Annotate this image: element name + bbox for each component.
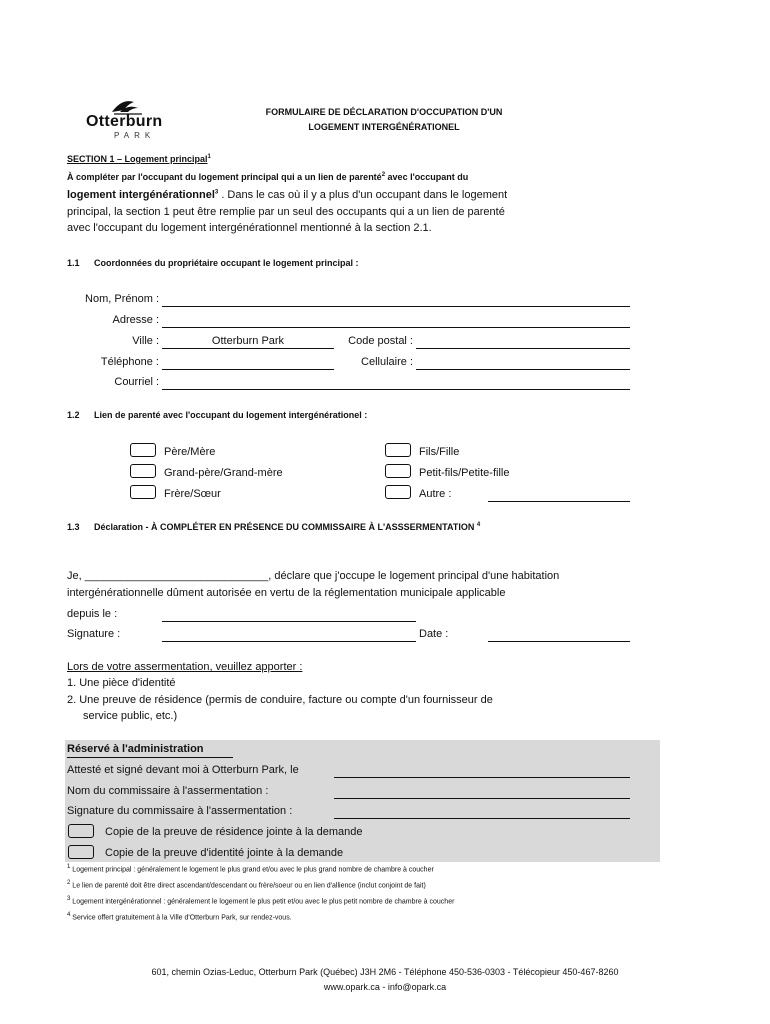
checkbox-preuve-identite[interactable]: [68, 845, 94, 859]
s13-title-text: Déclaration - À COMPLÉTER EN PRÉSENCE DU COMMISSAIRE À L'ASSSERMENTATION: [94, 522, 475, 532]
code-postal-field[interactable]: [416, 348, 630, 349]
checkbox-autre[interactable]: [385, 485, 411, 499]
footnote-text: Logement principal : généralement le logement le plus grand et/ou avec le plus grand nombre de chambre à coucher: [72, 866, 434, 874]
s13-title: [94, 522, 480, 532]
footnote-3: [67, 896, 454, 905]
section1-heading-text: SECTION 1 – Logement principal: [67, 154, 208, 164]
admin-check2: Copie de la preuve d'identité jointe à la demande: [105, 847, 344, 859]
option-grand-parent: Grand-père/Grand-mère: [164, 467, 283, 479]
admin-heading: Réservé à l'administration: [67, 743, 204, 755]
footnote-number: 3: [67, 896, 71, 902]
nom-field[interactable]: [162, 306, 630, 307]
depuis-field[interactable]: [162, 621, 416, 622]
footnote-2: [67, 880, 426, 889]
option-fils-fille: Fils/Fille: [419, 446, 460, 458]
bring-item1: 1. Une pièce d'identité: [67, 677, 176, 689]
label-ville: Ville :: [132, 335, 159, 347]
logo-subtitle: PARK: [114, 131, 156, 140]
s11-title: Coordonnées du propriétaire occupant le logement principal :: [94, 258, 359, 268]
footnote-ref: 2: [381, 172, 386, 178]
section1-intro-line3: principal, la section 1 peut être remplie par un seul des occupants qui a un lien de parenté: [67, 206, 505, 218]
ville-value[interactable]: Otterburn Park: [211, 335, 285, 347]
admin-line3: Signature du commissaire à l'assermentation :: [67, 805, 293, 817]
bring-item2b: service public, etc.): [83, 710, 178, 722]
intro-bold-c: logement intergénérationnel: [67, 189, 215, 201]
footnote-text: Le lien de parenté doit être direct ascendant/descendant ou frère/soeur ou en lien d'allience (inclut conjoint de fait): [72, 882, 426, 890]
bring-heading: Lors de votre assermentation, veuillez apporter :: [67, 661, 303, 673]
adresse-field[interactable]: [162, 327, 630, 328]
footnote-ref: 3: [214, 189, 219, 196]
footnote-number: 4: [67, 912, 71, 918]
section1-intro-line2: [67, 189, 507, 201]
label-depuis: depuis le :: [67, 608, 118, 620]
form-title-line2: LOGEMENT INTERGÉNÉRATIONEL: [308, 122, 460, 132]
label-cellulaire: Cellulaire :: [361, 356, 413, 368]
intro-bold-b: avec l'occupant du: [385, 172, 469, 182]
ville-field[interactable]: [162, 348, 334, 349]
telephone-field[interactable]: [162, 369, 334, 370]
s12-title: Lien de parenté avec l'occupant du logement intergénérationel :: [94, 410, 368, 420]
autre-field[interactable]: [488, 501, 630, 502]
footer-contact: www.opark.ca - info@opark.ca: [323, 982, 447, 992]
admin-signature-field[interactable]: [334, 818, 630, 819]
checkbox-grand-parent[interactable]: [130, 464, 156, 478]
option-petit-enfant: Petit-fils/Petite-fille: [419, 467, 510, 479]
cellulaire-field[interactable]: [416, 369, 630, 370]
option-pere-mere: Père/Mère: [164, 446, 216, 458]
footnote-text: Service offert gratuitement à la Ville d'Otterburn Park, sur rendez-vous.: [72, 914, 292, 922]
admin-heading-rule: [67, 757, 233, 758]
label-signature: Signature :: [67, 628, 121, 640]
form-title-line1: FORMULAIRE DE DÉCLARATION D'OCCUPATION D'UN: [265, 107, 503, 117]
section1-heading: [67, 154, 211, 164]
checkbox-frere-soeur[interactable]: [130, 485, 156, 499]
checkbox-petit-enfant[interactable]: [385, 464, 411, 478]
footnote-4: [67, 912, 292, 921]
bring-item2: 2. Une preuve de résidence (permis de conduire, facture ou compte d'un fournisseur de: [67, 694, 493, 706]
declaration-line2: intergénérationnelle dûment autorisée en vertu de la réglementation municipale applicable: [67, 587, 506, 599]
intro-text-c: . Dans le cas où il y a plus d'un occupant dans le logement: [218, 189, 508, 201]
admin-line1: Attesté et signé devant moi à Otterburn Park, le: [67, 764, 299, 776]
admin-line2: Nom du commissaire à l'assermentation :: [67, 785, 269, 797]
footnote-1: [67, 864, 434, 873]
label-code-postal: Code postal :: [348, 335, 413, 347]
admin-nom-field[interactable]: [334, 798, 630, 799]
footnote-ref: 4: [476, 522, 481, 528]
date-field[interactable]: [488, 641, 630, 642]
section1-intro-line1: [67, 172, 468, 182]
option-frere-soeur: Frère/Sœur: [164, 488, 221, 500]
label-telephone: Téléphone :: [100, 356, 159, 368]
footnote-number: 1: [67, 864, 71, 870]
logo: [84, 96, 176, 142]
footnote-ref: 1: [207, 154, 211, 160]
section1-intro-line4: avec l'occupant du logement intergénérationnel mentionné à la section 2.1.: [67, 222, 432, 234]
option-autre: Autre :: [419, 488, 452, 500]
label-date: Date :: [419, 628, 449, 640]
declaration-line1: Je, ______________________________, déclare que j'occupe le logement principal d'une habitation: [67, 570, 560, 582]
admin-check1: Copie de la preuve de résidence jointe à la demande: [105, 826, 363, 838]
signature-field[interactable]: [162, 641, 416, 642]
label-nom: Nom, Prénom :: [85, 293, 159, 305]
intro-bold-a: À compléter par l'occupant du logement principal qui a un lien de parenté: [67, 172, 382, 182]
label-courriel: Courriel :: [114, 376, 159, 388]
s11-number: 1.1: [67, 258, 80, 268]
courriel-field[interactable]: [162, 389, 630, 390]
s13-number: 1.3: [67, 522, 80, 532]
admin-date-field[interactable]: [334, 777, 630, 778]
label-adresse: Adresse :: [112, 314, 159, 326]
footnote-text: Logement intergénérationnel : généralement le logement le plus petit et/ou avec le plus petit nombre de chambre à coucher: [72, 898, 455, 906]
admin-panel: [65, 740, 660, 862]
logo-wordmark: Otterburn: [86, 113, 163, 130]
checkbox-fils-fille[interactable]: [385, 443, 411, 457]
checkbox-pere-mere[interactable]: [130, 443, 156, 457]
s12-number: 1.2: [67, 410, 80, 420]
footer-address: 601, chemin Ozias-Leduc, Otterburn Park (Québec) J3H 2M6 - Téléphone 450-536-0303 - Télécopieur 450-467-8260: [151, 967, 619, 977]
footnote-number: 2: [67, 880, 71, 886]
checkbox-preuve-residence[interactable]: [68, 824, 94, 838]
